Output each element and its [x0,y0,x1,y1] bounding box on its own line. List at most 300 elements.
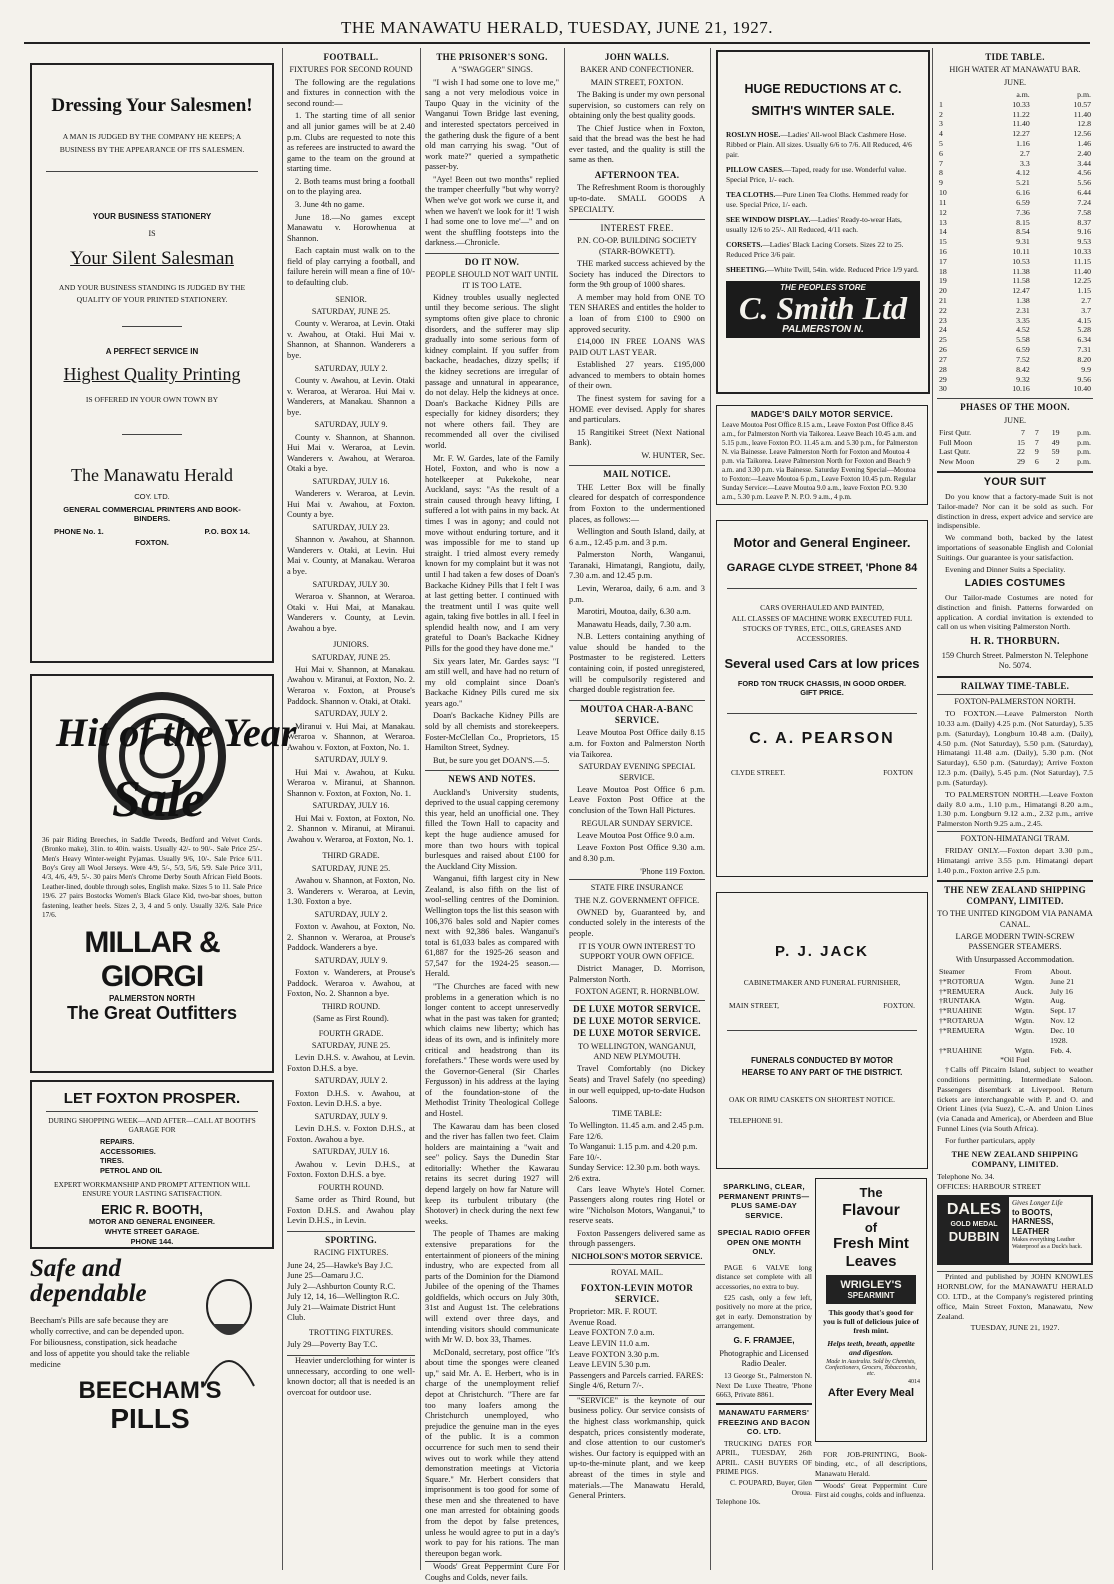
ad-madge-motor [716,405,928,505]
article-paragraph: Evening and Dinner Suits a Speciality. [945,564,1066,574]
town: FOXTON [883,767,913,777]
ad-text: COY. LTD. [134,492,170,502]
tide-row-cell: 10 [939,188,947,198]
tide-row [937,335,1093,345]
fixture-date: SATURDAY, JUNE 25. [311,652,391,662]
article-paragraph: THE Letter Box will be finally cleared for despatch of correspondence from Foxton to the undermentioned places, as follows:— [569,482,705,524]
tide-row [937,276,1093,286]
tide-row [937,208,1093,218]
section-subheading: REGULAR SUNDAY SERVICE. [581,818,693,828]
tide-row-cell: 10.33 [1012,99,1030,109]
ad-booth-garage [30,1080,274,1249]
tide-row-cell: 11.22 [1012,109,1030,119]
ad-heading: SMITH'S WINTER SALE. [751,104,895,118]
article-paragraph: The following are the regulations and fixtures in connection with the second round:— [287,77,415,108]
fixture-date: SATURDAY, JULY 23. [312,522,390,532]
tide-row-cell: 16 [939,246,947,256]
tide-row-cell: 2.7 [1020,148,1030,158]
fixture-date: SATURDAY, JUNE 25. [311,306,391,316]
tide-row-cell: 12.8 [1077,119,1091,129]
proprietor: Proprietor: MR. F. ROUT. [569,1307,658,1317]
address-line: WHYTE STREET GARAGE. [104,1226,200,1236]
article-paragraph: £25 cash, only a few left, positively no more at the price, get in early. Demonstration by arrangement. [716,1292,812,1330]
business-name: G. F. FRAMJEE, [733,1336,795,1346]
fixture-games: Weraroa v. Shannon, at Weraroa. Otaki v. Hui Mai, at Manakau. Wanderers v. County, at Levin. Awahou a bye. [287,591,415,633]
article-paragraph: Leave Moutoa Post Office daily 8.15 a.m. for Foxton and Palmerston North via Taikorea. [569,728,705,759]
ad-heading: Dressing Your Salesmen! [51,95,253,116]
section-subheading: With Unsurpassed Accommodation. [955,954,1075,964]
article-paragraph: The Chief Justice when in Foxton, said that the bread was the best he had ever tasted, and the quality is still the same as then. [569,123,705,165]
section-heading: NEWS AND NOTES. [425,770,559,785]
fixture-date: SATURDAY, JULY 2. [314,363,388,373]
section-subheading: FOXTON AGENT, R. HORNBLOW. [574,987,700,997]
moon-row-cell: Last Qutr. [939,447,971,457]
column-rule [710,48,711,1570]
timetable-line: Leave FOXTON 7.0 a.m. [569,1328,655,1338]
moon-row-cell: 6 [1034,457,1039,467]
section-subheading: HIGH WATER AT MANAWATU BAR. [949,65,1081,75]
tide-row-cell: 6.16 [1016,188,1030,198]
section-subheading: LARGE MODERN TWIN-SCREW PASSENGER STEAMERS. [955,932,1075,952]
section-heading: FOXTON-LEVIN MOTOR SERVICE. [580,1282,694,1304]
moon-row-cell: 9 [1034,447,1039,457]
article-paragraph: Woods' Great Peppermint Cure First aid coughs, colds and influenza. [815,1480,927,1500]
column-news [425,48,559,1582]
tide-row [937,345,1093,355]
fixture-date: SATURDAY, JULY 16. [312,476,390,486]
tide-row [937,198,1093,208]
article-paragraph: 1. The starting time of all senior and all junior games will be at 2.40 p.m. Clubs are requested to note this as referees are instructed to award the game to the team on the ground at starting time. [287,111,415,174]
shipping-row-cell: Wgtn. [1014,1025,1035,1035]
section-subheading: BAKER AND CONFECTIONER. [580,65,694,75]
shipping-row-cell: Aug. [1050,996,1066,1006]
article-paragraph: Levin, Weraroa, daily, 6 a.m. and 3 p.m. [569,584,705,604]
tide-row [937,325,1093,335]
fixture-games: Foxton v. Wanderers, at Prouse's Paddock. Weraroa v. Awahou, at Foxton, No. 2. Shannon a bye. [287,968,415,999]
tide-row [937,139,1093,149]
sale-item-label: CORSETS. [726,239,763,249]
ad-millar-giorgi [30,674,297,1073]
shipping-table [937,967,1093,1055]
fixture-games: Awahou v. Shannon, at Foxton, No. 3. Wanderers v. Weraroa, at Levin, 1.30. Foxton a bye. [287,876,415,907]
section-heading: THE NEW ZEALAND SHIPPING COMPANY, LIMITED. [937,880,1093,908]
tide-row-cell: 20 [939,286,947,296]
article-paragraph: Six years later, Mr. Gardes says: "I am still well, and have had no return of my old complaint since Doan's Backache Kidney Pills cured me six years ago." [425,656,559,708]
ad-heading: Highest Quality Printing [63,364,241,385]
fixture-date: SATURDAY, JULY 9. [314,955,388,965]
shipping-row-cell: Dec. 10 [1050,1025,1075,1035]
tide-row-cell: 7.31 [1077,345,1091,355]
divider [122,326,182,327]
sale-item-label: TEA CLOTHS. [726,189,776,199]
article-paragraph: A member may hold from ONE TO TEN SHARES and entitles the holder to a loan of from £100 to £900 on approved security. [569,292,705,334]
tide-row-cell: 9.9 [1081,364,1091,374]
shipping-row-cell: Nov. 12 [1050,1016,1075,1026]
tide-row-cell: 5.28 [1077,325,1091,335]
moon-row-cell: 49 [1051,437,1060,447]
tide-row-cell: 7.52 [1016,354,1030,364]
product-name: SPEARMINT [847,1291,895,1301]
article-paragraph: Palmerston North, Wanganui, Taranaki, Himatangi, Rangiotu, daily, 7.30 a.m. and 12.45 p.m. [569,550,705,581]
business-name: C. A. PEARSON [749,729,895,747]
timetable-line: To Wanganui: 1.15 p.m. and 4.20 p.m. Fare 10/-. [569,1142,698,1162]
section-subheading: FIXTURES FOR SECOND ROUND [289,65,413,75]
portrait-illustration [194,1276,264,1386]
shipping-row-cell: †RUNTAKA [939,996,981,1006]
tide-row-cell: 12.25 [1073,276,1091,286]
sale-item [726,130,920,160]
service-list [100,1137,272,1176]
moon-table [937,428,1093,467]
ad-heading-line: The [859,1185,883,1200]
tide-row-cell: 2.7 [1081,296,1091,306]
ad-heading: Your Silent Salesman [70,247,234,269]
tide-row-cell: 9.16 [1077,227,1091,237]
article-paragraph: TO PALMERSTON NORTH.—Leave Foxton daily 8.0 a.m., 1.10 p.m., Himatangi 8.20 a.m., 1.30 p.m. Longburn 9.12 a.m., 2.32 p.m., arrive Palmerston North 9.25 a.m., 2.45. [937,789,1093,829]
tide-row-cell: 12 [939,207,947,217]
article-paragraph: Kidney troubles usually neglected until they become serious. The slight symptoms often give place to chronic disorders, and the sufferer may slip gradually into some serious form of kidney complaint. If you suffer from backache, headaches, dizzy spells; if the kidney secretions are irregular of passage and unnatural in appearance, do not delay. Help the kidneys at once. Doan's Backache Kidney Pills are especially for kidney disorders; they not where others fail. They are recommended all over the civilised world. [425,292,559,450]
shipping-row [937,996,1093,1006]
sale-item [726,265,920,275]
section-subheading: SATURDAY EVENING SPECIAL SERVICE. [578,762,696,782]
ad-text: Helps teeth, breath, appetite and digestion. [827,1339,915,1358]
fixture-games: Levin D.H.S. v. Foxton D.H.S., at Foxton. Awahou a bye. [287,1124,415,1144]
shipping-row-cell [937,1036,1013,1046]
article-paragraph: 3. June 4th no game. [295,200,365,210]
ad-heading: GARAGE CLYDE STREET, 'Phone 84 [726,562,918,574]
divider [122,434,182,435]
fare-line: Passengers and Parcels carried. FARES: Single 4/6, Return 7/-. [569,1370,704,1391]
tide-row-cell: 2 [939,109,943,119]
imprint-text: Printed and published by JOHN KNOWLES HORNBLOW, for the MANAWATU HERALD CO. LTD., at the Company's registered printing office, Main Street Foxton, Manawatu, New Zealand. [937,1272,1093,1321]
ad-heading: HUGE REDUCTIONS AT C. [744,82,902,96]
shipping-row [937,987,1093,997]
tide-row-cell: 7.24 [1077,197,1091,207]
table-note: *Oil Fuel [1000,1055,1030,1065]
fixture-games: (Same as First Round). [313,1014,389,1024]
hit-of-the-year-text: Hit of the Year [56,710,297,755]
ad-heading: LET FOXTON PROSPER. [63,1090,241,1107]
tide-row-cell: 4.12 [1016,168,1030,178]
fixture-line: July 12, 14, 16—Wellington R.C. [287,1292,400,1302]
tide-row-cell: 6.59 [1016,197,1030,207]
tide-row-cell: 14 [939,227,947,237]
article-paragraph: "I wish I had some one to love me," sang a not very melodious voice in Taupo Quay in the vicinity of the Wanganui Town Bridge last evening, and interested spectators perceived in the gathering dusk the figure of a bent old man carrying his swag. "Out of work mate?" queried a sympathetic passer-by. [425,77,559,172]
fixture-date: SATURDAY, JULY 30. [312,579,390,589]
fixture-date: SATURDAY, JULY 16. [312,801,390,811]
tide-row-cell: 8.42 [1016,364,1030,374]
tide-row-cell: 8.37 [1077,217,1091,227]
timetable-line: To Wellington. 11.45 a.m. and 2.45 p.m. Fare 12/6. [569,1121,704,1141]
ad-text: Leave Moutoa Post Office 8.15 a.m., Leave Foxton Post Office 8.45 a.m., for Palmerston North via Taikorea. Leave Beach 10.45 a.m. and 5.15 p.m., leave Foxton P.O. 11.45 a.m. and 5.30 p.m., for Palmerston N. via Bainesse. Leave Palmerston North for Foxton and Moutoa 4 p.m. via Taikorea. Leave Palmerston North for Foxton and Beach 9 a.m. and 3.30 p.m. via Bainesse. Saturday Evening Special—Moutoa to Foxton:—Leave Moutoa 6 p.m., Leave Foxton 10.45 p.m. Regular Sunday Service:—Leave Moutoa 9.0 a.m., leave Foxton P.O. 9.30 a.m., 5.30 p.m. Leave P. N. P.O. 9 a.m., 4 p.m. [722,421,918,501]
ad-text: Beecham's Pills are safe because they are wholly corrective, and can be depended upon. For biliousness, constipation, sick headache and loss of appetite you should take the reliable medicine [30,1316,190,1369]
column-tables [937,48,1093,1570]
gum-packet [826,1275,916,1304]
tide-row-cell: 5.56 [1077,178,1091,188]
column-notices [569,48,705,1570]
tide-row-cell: 17 [939,256,947,266]
fixture-date: SATURDAY, JUNE 25. [311,863,391,873]
address-block [32,1217,272,1248]
moon-row-cell: Full Moon [939,437,973,447]
fixture-games: Same order as Third Round, but Foxton D.H.S. and Awahou play Levin D.H.S., in Levin. [287,1195,415,1226]
ad-text: A PERFECT SERVICE IN [105,347,199,357]
section-heading: LADIES COSTUMES [964,578,1066,590]
tide-row [937,119,1093,129]
fixture-games: Hui Mai v. Shannon, at Manakau. Awahou v. Miranui, at Foxton, No. 2. Weraroa v. Foxton, at Prouse's Paddock. Shannon v. Otaki, at Otaki. [287,664,415,706]
shipping-row-cell: †*REMUERA [939,1025,985,1035]
tide-row-cell: 9.31 [1016,237,1030,247]
section-heading: THE PRISONER'S SONG. [436,52,548,62]
tide-row-cell: 1.15 [1077,286,1091,296]
tide-row-cell: 13 [939,217,947,227]
ad-text: CABINETMAKER AND FUNERAL FURNISHER, [743,978,901,987]
section-subheading: FOURTH ROUND. [318,1182,384,1192]
article-paragraph: Leave Moutoa Post Office 9.0 a.m. [577,830,695,840]
fixture-line: June 25—Oamaru J.C. [287,1271,364,1281]
brand-name: PILLS [110,1402,190,1434]
tide-row-cell: 6.44 [1077,188,1091,198]
tide-row [937,384,1093,394]
article-paragraph: TO FOXTON.—Leave Palmerston North 10.33 a.m. (Daily) 4.25 p.m. (Not Saturday), 5.35 p.m. (Saturday), Longburn 10.48 a.m. (Daily), 4.50 p.m. (Not Saturday), 5.50 p.m. (Saturday), Himatangi 11.48 a.m. (Daily), 5.30 p.m. (Not Saturday), 6.50 p.m. (Saturday); Arrive Foxton 12.3 p.m. (Daily), 5.45 p.m. (Not Saturday), 7.5 p.m. (Saturday). [937,709,1093,787]
tide-row [937,365,1093,375]
store-tagline: The Great Outfitters [66,1003,238,1024]
moon-row-cell: 29 [1017,457,1025,467]
product-name: DUBBIN [948,1229,1000,1245]
section-subheading: PEOPLE SHOULD NOT WAIT UNTIL IT IS TOO LATE. [425,270,559,290]
ad-text: This goody that's good for you is full of delicious juice of fresh mint. [823,1308,919,1336]
article-paragraph: †Calls off Pitcairn Island, subject to weather conditions permitting. Intermediate Saloon. Passengers disembark at Liverpool. Return tickets are interchangeable with P. and O. and Orient Lines (via Suez), C.-A. and Union Lines (via Canada and America), or Aberdeen and Blue Funnel Lines (via South Africa). [937,1065,1093,1133]
article-paragraph: June 18.—No games except Manawatu v. Horowhenua at Shannon. [287,212,415,243]
tide-row [937,129,1093,139]
section-heading: INTEREST FREE. [569,219,705,234]
ad-text: OAK OR RIMU CASKETS ON SHORTEST NOTICE. [729,1095,895,1104]
section-heading: MANAWATU FARMERS' FREEZING AND BACON CO. LTD. [716,1403,812,1437]
section-heading: SPARKLING, CLEAR, PERMANENT PRINTS—PLUS SAME-DAY SERVICE. [718,1182,810,1220]
timetable-line: Sunday Service: 12.30 p.m. both ways. 2/6 extra. [569,1163,700,1183]
tide-row-cell: 3.44 [1077,158,1091,168]
ad-heading: Several used Cars at low prices [724,655,920,671]
shipping-row-cell: July 16 [1050,986,1073,996]
section-subheading: SENIOR. [335,294,367,304]
divider [727,588,917,589]
tide-row-cell: 3.35 [1016,315,1030,325]
article-paragraph: PAGE 6 VALVE long distance set complete with all accessories, no extra to buy. [716,1262,812,1291]
town: FOXTON. [135,538,169,548]
shipping-row-cell: Wgtn. [1014,976,1035,986]
article-paragraph: District Manager, D. Morrison, Palmerston North. [569,964,705,984]
shipping-row [937,1026,1093,1036]
sale-item-desc: —Ladies' Ready-to-wear Hats, usually 12/6 to 25/-. All Reduced, 4/11 each. [726,214,902,234]
fixture-date: SATURDAY, JUNE 25. [311,1040,391,1050]
tide-row-cell: 28 [939,364,947,374]
shipping-row-cell: Feb. 4. [1050,1045,1072,1055]
section-heading: TIDE TABLE. [985,52,1045,62]
ad-text [1009,1197,1091,1263]
tide-row-cell: 12.56 [1073,129,1091,139]
tide-row-cell: 11.40 [1073,266,1091,276]
ad-heading-line: Flavour [842,1201,900,1219]
fixture-games: Wanderers v. Weraroa, at Levin. Hui Mai v. Awahou, at Foxton. County a bye. [287,489,415,520]
section-subheading: FOURTH GRADE. [318,1028,384,1038]
article-paragraph: The Kawarau dam has been closed and the river has fallen two feet. Claim holders are maintaining a "wait and see" policy. Says the Dunedin Star editorially: Whether the Kawarau retains its secret during 1927 will depend largely on how far Nature will keep its turbulent tributary (the Shotover) in check during the next few weeks. [425,1121,559,1226]
tide-row [937,286,1093,296]
tide-row-cell: 10.40 [1073,384,1091,394]
brand-tag: GOLD MEDAL [950,1220,998,1228]
moon-row-cell: 19 [1051,427,1060,437]
fixture-games: Foxton v. Awahou, at Foxton, No. 2. Shannon v. Weraroa, at Prouse's Paddock. Wanderers a bye. [287,922,415,953]
tide-row [937,159,1093,169]
section-heading: RAILWAY TIME-TABLE. [937,676,1093,692]
tide-row [937,267,1093,277]
article-paragraph: Travel Comfortably (no Dickey Seats) and Travel Safely (no speeding) in our well equipped, up-to-date Hudson Saloons. [569,1064,705,1106]
tide-row-cell: 10.33 [1073,246,1091,256]
tide-row-cell: 11.58 [1012,276,1030,286]
section-heading: THE NEW ZEALAND SHIPPING COMPANY, LIMITED. [951,1149,1079,1169]
shipping-row-cell: †*ROTORUA [939,976,985,986]
article-paragraph: "The Churches are faced with new problems in a generation which is no longer content to accept unreservedly what in the past was taken for granted; which claims new liberty; which has ideas of its own, and is infinitely more critical and headstrong than its forefathers." These words were used by the Governor-General (Sir Charles Fergusson) in his address at the laying of the foundation-stone of the Methodist Trinity Theological College and Hostel. [425,982,559,1118]
tide-row-cell: 11 [939,197,947,207]
tide-row-cell: 5.58 [1016,335,1030,345]
tide-row-cell: 9.53 [1077,237,1091,247]
article-paragraph: Woods' Great Peppermint Cure For Coughs and Colds, never fails. [425,1562,559,1582]
article-paragraph: The finest system for saving for a HOME ever devised. Apply for shares and particulars. [569,394,705,425]
ad-text: ALL CLASSES OF MACHINE WORK EXECUTED FULL STOCKS OF TYRES, ETC., OILS, GREASES AND ACCESSORIES. [731,614,913,643]
tide-row [937,375,1093,385]
fixture-date: SATURDAY, JULY 2. [314,909,388,919]
divider [727,713,917,714]
section-subheading: FOXTON-PALMERSTON NORTH. [937,694,1093,707]
article-paragraph: Auckland's University students, deprived to the usual capping ceremony this year, held an unofficial one. They filled the Town Hall to capacity and kept the huge audience amused for more than two hours with topical burlesques and raised about £100 for the Auckland City Mission. [425,787,559,871]
article-paragraph: FRIDAY ONLY.—Foxton depart 3.30 p.m., Himatangi arrive 3.55 p.m. Himatangi depart 1.40 p.m., Foxton arrive 2.5 p.m. [937,846,1093,875]
section-subheading: TO THE UNITED KINGDOM VIA PANAMA CANAL. [937,909,1093,929]
section-heading: DE LUXE MOTOR SERVICE. [573,1016,701,1027]
ad-stationery [30,63,274,663]
article-paragraph: 15 Rangitikei Street (Next National Bank). [569,427,705,448]
tide-row-cell: 7.36 [1016,207,1030,217]
ad-contact-row [729,1001,915,1010]
article-paragraph: Manawatu Heads, daily, 7.30 a.m. [577,619,692,629]
ad-heading: Safe and dependable [30,1255,147,1307]
sale-item [726,165,920,185]
tide-row-cell: 12.47 [1012,286,1030,296]
moon-row-cell: p.m. [1077,447,1091,457]
article-paragraph: 13 George St., Palmerston N. Next De Luxe Theatre, 'Phone 6663, Private 8861. [716,1371,812,1399]
store-name: C. Smith Ltd [738,289,908,326]
tide-table-header [937,90,1093,100]
shipping-row-cell: Wgtn. [1014,1016,1035,1026]
ad-wrigley [815,1178,927,1442]
tide-row-cell: 4.56 [1077,168,1091,178]
business-name: ERIC R. BOOTH, [101,1201,203,1217]
fixture-games: Shannon v. Awahou, at Shannon. Wanderers v. Otaki, at Levin. Hui Mai v. County, at Manakau. Weraroa a bye. [287,535,415,577]
section-subheading: THE N.Z. GOVERNMENT OFFICE. [574,895,700,905]
tide-row-cell: 3.3 [1020,158,1030,168]
ad-contact-row [731,768,913,777]
tide-row-cell: 26 [939,345,947,355]
section-subheading: TIME TABLE: [612,1108,662,1118]
tide-row-cell: 2.31 [1016,305,1030,315]
service-item: TIRES. [100,1156,124,1166]
tide-row-cell: 1.16 [1016,139,1030,149]
article-paragraph: Our Tailor-made Costumes are noted for distinction and finish. Patterns forwarded on application. A cordial invitation is extended to call on us when visiting Palmerston North. [937,593,1093,632]
imprint-date: TUESDAY, JUNE 21, 1927. [970,1323,1060,1333]
ad-heading: Motor and General Engineer. [733,535,911,550]
tide-row-cell: 3 [939,119,943,129]
fixture-games: County v. Awahou, at Levin. Otaki v. Weraroa, at Weraroa. Hui Mai v. Wanderers, at Manakau. Shannon a bye. [287,375,415,417]
tide-row [937,296,1093,306]
address-line: Avenue Road. [569,1317,617,1327]
service-item: REPAIRS. [100,1137,135,1146]
section-subheading: STATE FIRE INSURANCE [569,879,705,893]
article-paragraph: Each captain must walk on to the field of play carrying a football, and failure herein will mean a fine of 10/- to defaulting club. [287,246,415,288]
tide-row-cell: 3.7 [1081,305,1091,315]
section-heading: PHASES OF THE MOON. [937,398,1093,413]
tide-row-cell: 19 [939,276,947,286]
ad-text: Photographic and Licensed Radio Dealer. [719,1348,809,1368]
store-slogan: THE PEOPLES STORE [780,282,866,292]
article-paragraph: N.B. Letters containing anything of value should be handed to the Postmaster to be registered. Letters containing coin, if posted unregistered, will be compulsorily registered and charged double registration fee. [569,632,705,695]
sale-item-desc: —Taped, ready for use. Wonderful value. Special Price, 1/- each. [726,164,907,184]
signature: NICHOLSON'S MOTOR SERVICE. [571,1251,703,1261]
section-heading: DE LUXE MOTOR SERVICE. [569,1000,705,1015]
tide-row [937,247,1093,257]
shipping-row-cell: †*RUAHINE [939,1006,982,1016]
tide-row [937,218,1093,228]
fixture-date: SATURDAY, JULY 2. [314,709,388,719]
tide-row-cell: 18 [939,266,947,276]
tide-row-cell: 10.57 [1073,99,1091,109]
shipping-row [937,1016,1093,1026]
shipping-row-cell: Sept. 17 [1050,1006,1076,1016]
fixture-line: July 29—Poverty Bay T.C. [287,1340,378,1350]
section-subheading: P.N. CO-OP. BUILDING SOCIETY (STARR-BOWKETT). [577,236,697,256]
article-paragraph: Foxton Passengers delivered same as through passengers. [569,1228,705,1249]
article-paragraph: "Aye! Been out two months" replied the tramper cheerfully "but why worry? When we've got work we curse it, and when we haven't we look for it! 'I wish I had some one to love me'—" and on went the shuffling footsteps into the darkness.—Chronicle. [425,174,559,248]
tide-row-cell: 4.52 [1016,325,1030,335]
moon-row [937,457,1093,467]
divider [46,171,258,172]
moon-row-cell: 7 [1034,427,1039,437]
ad-text: 36 pair Riding Breeches, in Saddle Tweeds, Bedford and Velvet Cords. (Bronko make), 31in. to 40in. waists. Usually 42/- to 90/-. Sale Price 25/-. Men's Heavy Winter-weight Pyjamas. Usually 9/6, 10/-. Sale Price 6/11. Boy's Grey all Wool Jerseys. Were 4/9, 5/-, 5/3, 5/6, 5/9. Sale Price 3/11, 4/3, 4/6, 4/9, 5/-. 30 pairs Men's Chrome Derby South African Field Boots. Leather-lined, double through soles, English make. Sizes 5 to 11. Sale Price 19/6. 27 pairs Bostocks Women's Black Glace Kid, two-bar shoes, button fastening, leather heels. Sizes 2, 3, 4 and 5 only. Usually 32/6. Sale Price 17/6. [42,836,262,919]
fixture-date: SATURDAY, JULY 9. [314,755,388,765]
tide-row-cell: 4 [939,129,943,139]
section-heading: FOOTBALL. [323,52,379,62]
shipping-row-cell: †*ROTARUA [939,1016,984,1026]
section-subheading: TROTTING FIXTURES. [308,1328,394,1338]
phone-number: Telephone 10s. [716,1496,761,1506]
address-line: OFFICES: HARBOUR STREET [937,1181,1041,1191]
tide-row-cell: 27 [939,354,947,364]
tide-row-cell: 9 [939,178,943,188]
fixture-date: SATURDAY, JULY 9. [314,420,388,430]
tide-row-cell: 5.21 [1016,178,1030,188]
section-subheading: TO WELLINGTON, WANGANUI, AND NEW PLYMOUTH. [578,1041,696,1062]
town: FOXTON. [883,1001,915,1010]
tide-row [937,149,1093,159]
moon-row-cell: 22 [1017,447,1025,457]
tide-row-cell: 8.20 [1077,354,1091,364]
ad-text: DURING SHOPPING WEEK—AND AFTER—CALL AT BOOTH'S GARAGE FOR [48,1116,256,1134]
phone-number: 'Phone 119 Foxton. [640,866,705,876]
moon-row [937,438,1093,448]
ad-framjee-radio [716,1178,812,1556]
article-paragraph: OWNED by, Guaranteed by, and conducted solely in the interests of the people. [569,907,705,939]
business-name: P. J. JACK [775,943,869,960]
section-subheading: IT IS YOUR OWN INTEREST TO SUPPORT YOUR OWN OFFICE. [578,941,696,961]
section-subheading: FOXTON-HIMATANGI TRAM. [937,831,1093,844]
article-paragraph: TRUCKING DATES FOR APRIL, TUESDAY, 26th APRIL. CASH BUYERS OF PRIME PIGS. [716,1438,812,1476]
